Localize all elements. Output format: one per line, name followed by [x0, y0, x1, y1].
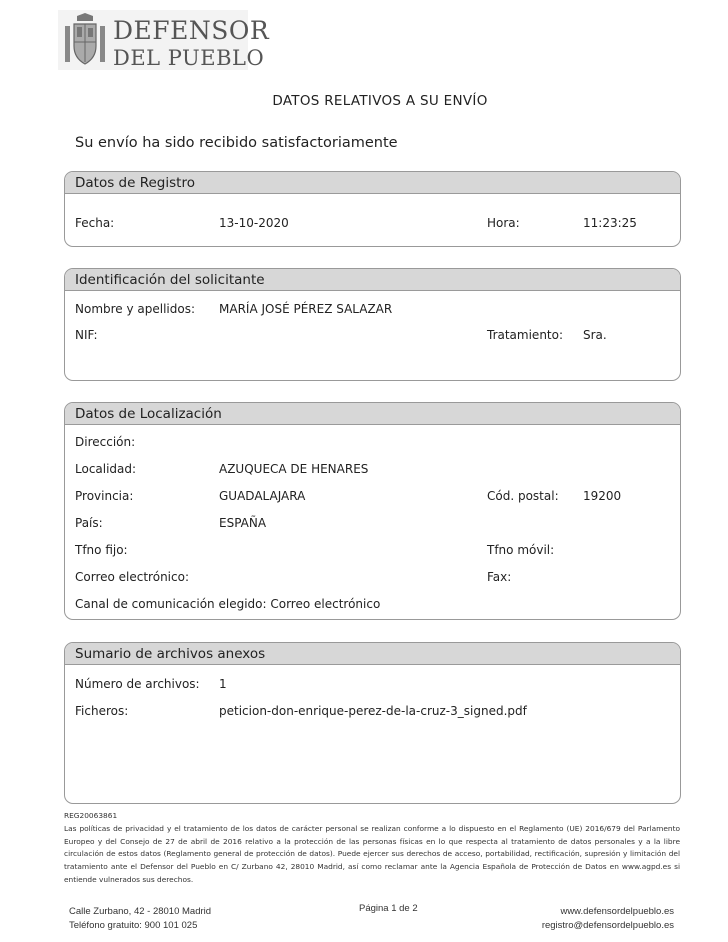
- nombre-label: Nombre y apellidos:: [75, 302, 196, 316]
- tfno-movil-label: Tfno móvil:: [487, 543, 555, 557]
- numero-archivos-value: 1: [219, 677, 227, 691]
- hora-value: 11:23:25: [583, 216, 637, 230]
- localidad-label: Localidad:: [75, 462, 137, 476]
- pais-label: País:: [75, 516, 103, 530]
- fax-label: Fax:: [487, 570, 512, 584]
- fichero-name: peticion-don-enrique-perez-de-la-cruz-3_signed.pdf: [219, 704, 527, 718]
- anexos-header: Sumario de archivos anexos: [65, 643, 680, 665]
- footer-address: Calle Zurbano, 42 - 28010 Madrid: [69, 906, 212, 917]
- canal-value: Correo electrónico: [270, 597, 381, 611]
- cod-postal-label: Cód. postal:: [487, 489, 559, 503]
- solicitante-section: [64, 268, 681, 381]
- solicitante-header: Identificación del solicitante: [65, 269, 680, 291]
- canal-label: Canal de comunicación elegido:: [75, 597, 267, 611]
- numero-archivos-label: Número de archivos:: [75, 677, 200, 691]
- tratamiento-label: Tratamiento:: [487, 328, 564, 342]
- provincia-value: GUADALAJARA: [219, 489, 306, 503]
- legal-notice: [64, 810, 680, 887]
- pais-value: ESPAÑA: [219, 516, 267, 530]
- logo: [58, 10, 270, 70]
- ficheros-label: Ficheros:: [75, 704, 129, 718]
- footer-phone: Teléfono gratuito: 900 101 025: [69, 920, 198, 931]
- coat-of-arms-icon: [60, 12, 110, 68]
- localizacion-section: [64, 402, 681, 620]
- tfno-fijo-label: Tfno fijo:: [75, 543, 128, 557]
- confirmation-message: Su envío ha sido recibido satisfactoriamente: [75, 135, 398, 151]
- fecha-label: Fecha:: [75, 216, 115, 230]
- cod-postal-value: 19200: [583, 489, 622, 503]
- logo-subtext: DEL PUEBLO: [113, 46, 265, 70]
- registro-header: Datos de Registro: [65, 172, 680, 194]
- localidad-value: AZUQUECA DE HENARES: [219, 462, 369, 476]
- direccion-label: Dirección:: [75, 435, 136, 449]
- footer-website: www.defensordelpueblo.es: [560, 906, 674, 917]
- privacy-text: Las políticas de privacidad y el tratamiento de los datos de carácter personal se realizan conforme a lo dispuesto en el Reglamento (UE) 2016/679 del Parlamento Europeo y del Consejo de 27 de abril de 2016 relativo a la protección de las personas físicas en lo que respecta al tratamiento de datos personales y a la libre circulación de estos datos (Reglamento general de protección de datos). Puede ejercer sus derechos de acceso, portabilidad, rectificación, supresión y limitación del tratamiento ante el Defensor del Pueblo en C/ Zurbano 42, 28010 Madrid, así como reclamar ante la Agencia Española de Protección de Datos en www.agpd.es si entiende vulnerados sus derechos.: [64, 823, 680, 884]
- page-number: Página 1 de 2: [359, 903, 418, 914]
- nif-label: NIF:: [75, 328, 98, 342]
- tratamiento-value: Sra.: [583, 328, 607, 342]
- logo-text: DEFENSOR: [113, 16, 270, 45]
- localizacion-header: Datos de Localización: [65, 403, 680, 425]
- anexos-section: [64, 642, 681, 804]
- nombre-value: MARÍA JOSÉ PÉREZ SALAZAR: [219, 302, 393, 316]
- footer-email: registro@defensordelpueblo.es: [541, 920, 674, 931]
- canal-row: [75, 597, 380, 611]
- provincia-label: Provincia:: [75, 489, 134, 503]
- hora-label: Hora:: [487, 216, 520, 230]
- correo-label: Correo electrónico:: [75, 570, 189, 584]
- fecha-value: 13-10-2020: [219, 216, 289, 230]
- registration-code: REG20063861: [64, 811, 118, 820]
- registro-section: [64, 171, 681, 247]
- document-title: DATOS RELATIVOS A SU ENVÍO: [272, 93, 488, 109]
